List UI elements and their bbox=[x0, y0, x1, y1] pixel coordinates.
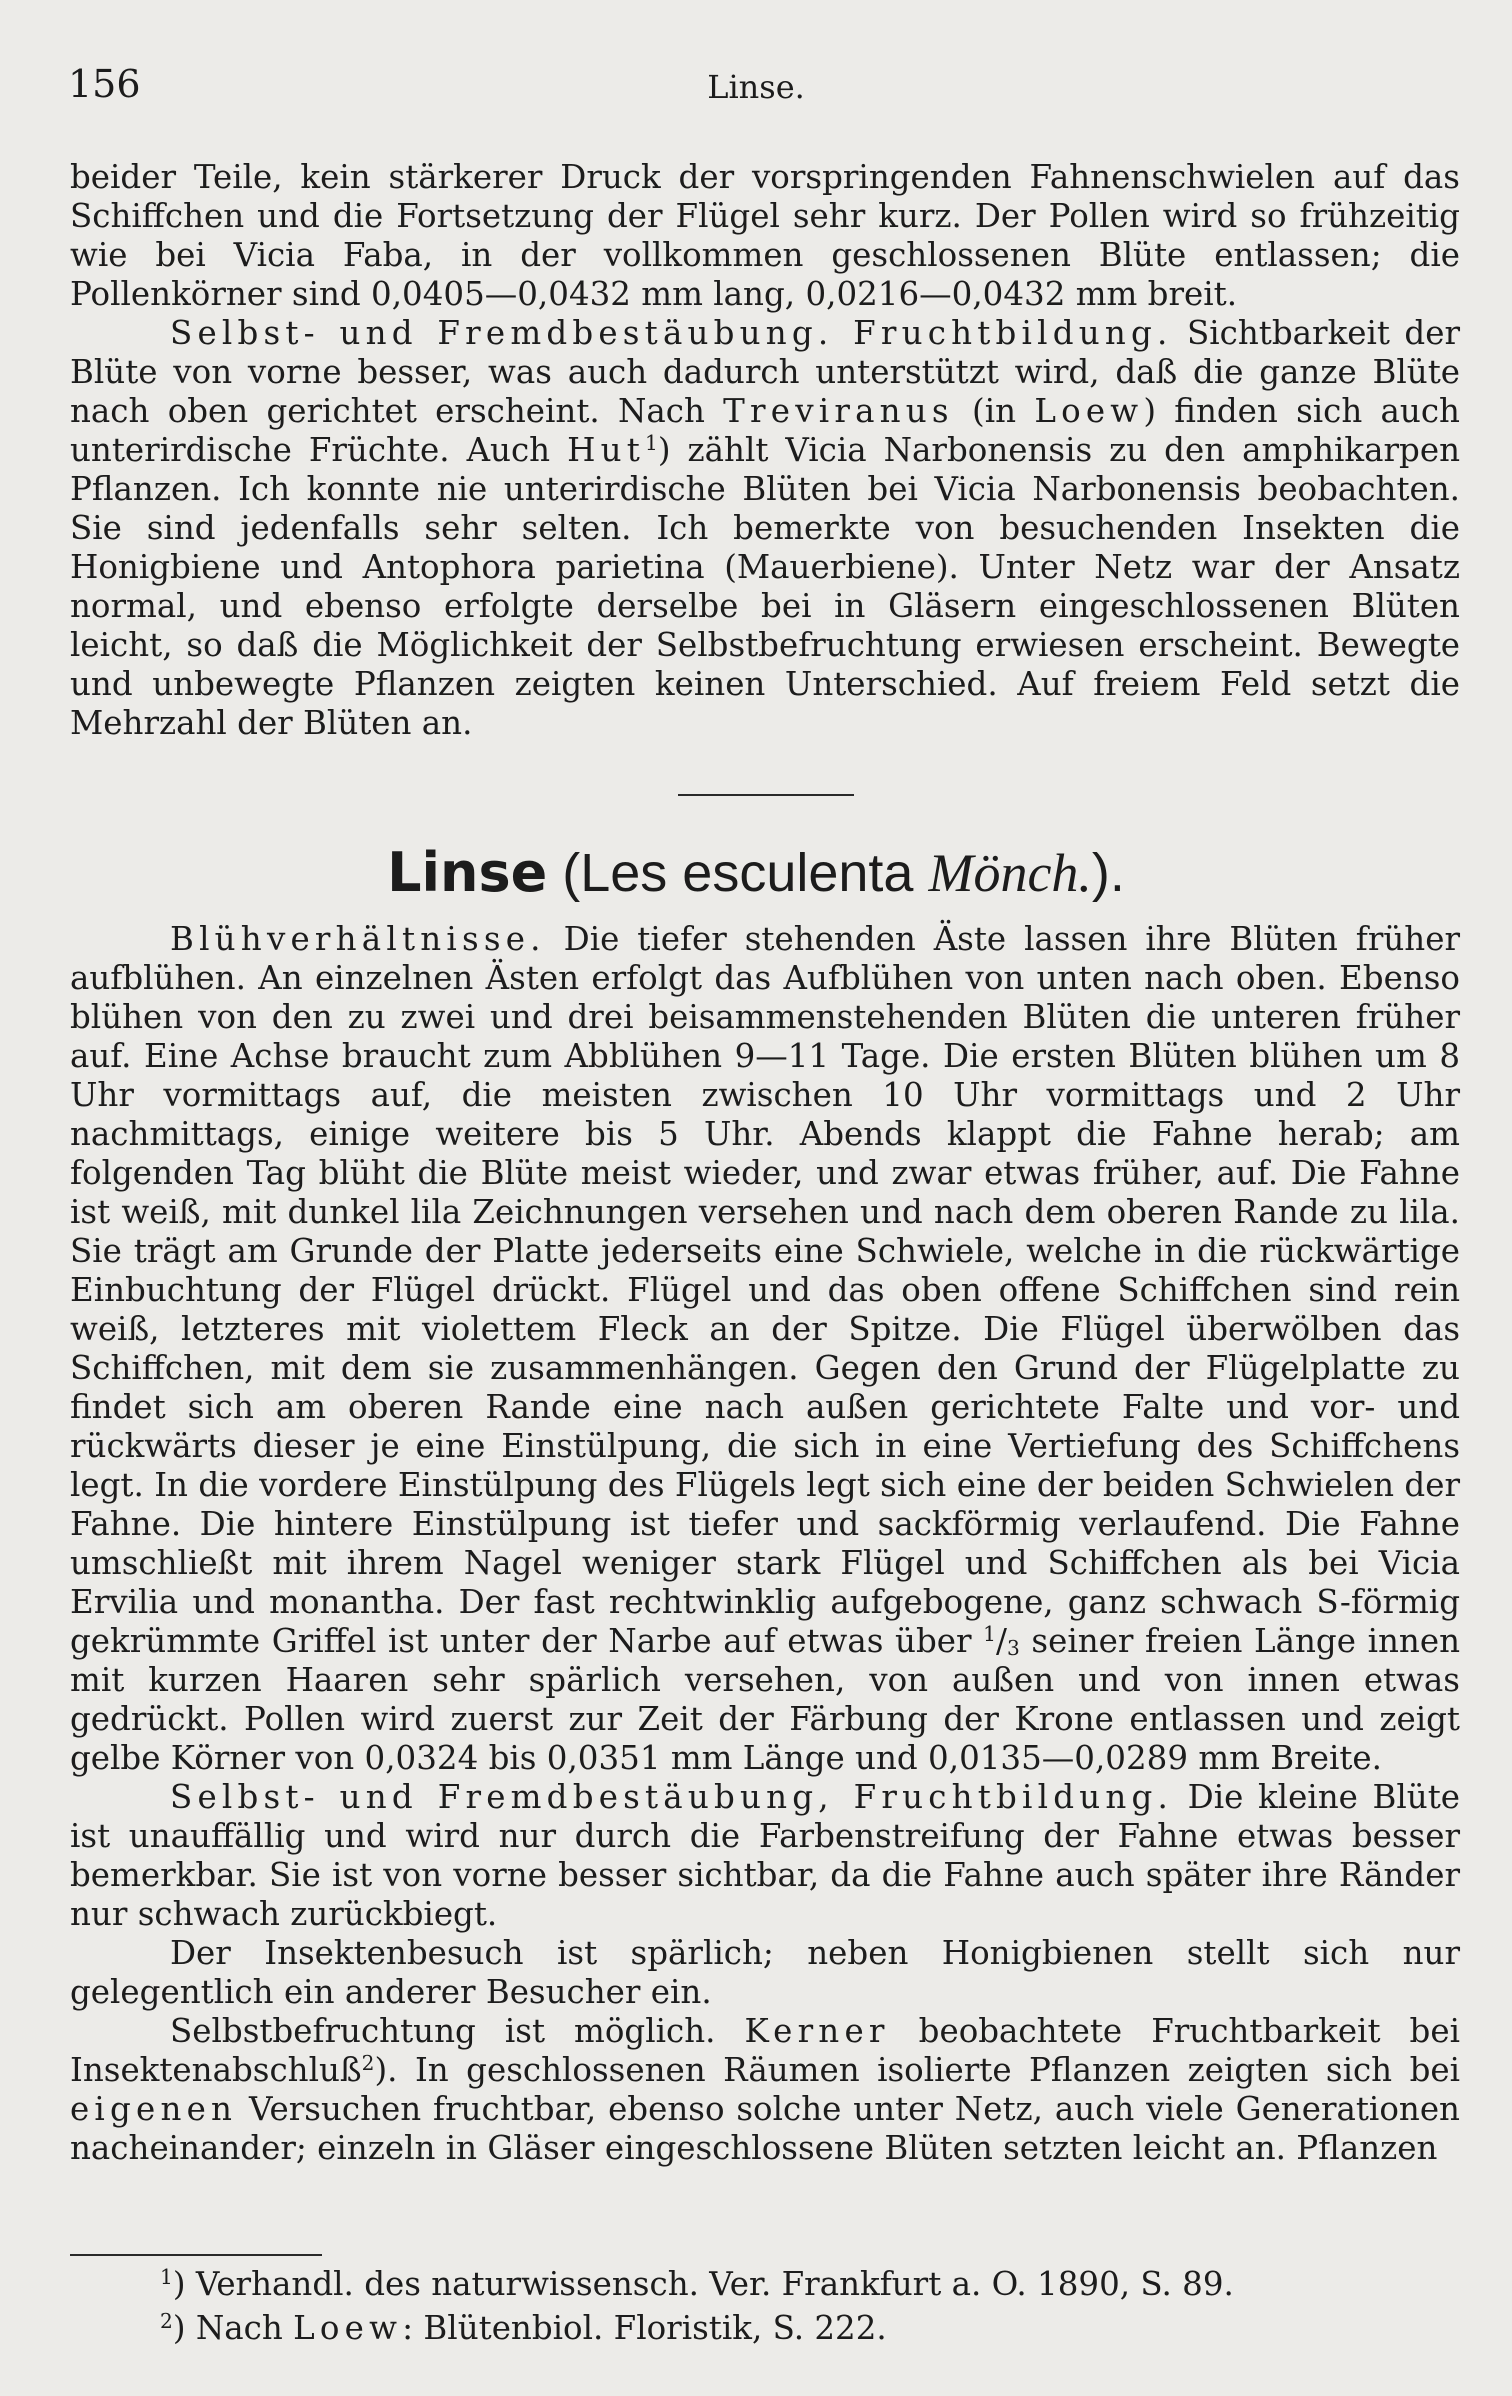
title-space bbox=[913, 843, 928, 903]
title-author: Mönch. bbox=[928, 843, 1092, 903]
author-name: Loew bbox=[293, 2309, 403, 2347]
text-run: seiner freien Länge innen mit kurzen Haaren sehr spärlich versehen, von außen und von innen etwas gedrückt. Pollen wird zuerst zur Zeit der Färbung der Krone entlassen und zeigt gelbe Körner von 0,0324 bis 0,0351 mm Länge und 0,0135—0,0289 mm Breite. bbox=[70, 1622, 1460, 1777]
footnote-mark: 2 bbox=[160, 2308, 173, 2333]
running-title: Linse. bbox=[707, 68, 805, 106]
section-separator bbox=[678, 794, 854, 796]
author-name: Treviranus bbox=[723, 392, 954, 430]
text-run: Sichtbarkeit der Blüte von vorne besser, was auch dadurch unterstützt wird, daß die ganze Blüte nach oben gerichtet erscheint. Nach bbox=[70, 314, 1460, 430]
author-name: Kerner bbox=[744, 2012, 890, 2050]
footnote-text: ) Nach bbox=[172, 2309, 294, 2347]
fraction-denominator: 3 bbox=[1006, 1636, 1020, 1661]
title-main: Linse bbox=[387, 841, 548, 904]
paragraph-self-fertilization bbox=[70, 2012, 1460, 2168]
text-run: ) finden sich auch unterirdische Früchte. Auch bbox=[70, 392, 1460, 469]
footnote-text: ) Verhandl. des naturwissensch. Ver. Frankfurt a. O. 1890, S. 89. bbox=[172, 2265, 1234, 2303]
page-header bbox=[68, 62, 1444, 112]
footnote-rule bbox=[70, 2254, 322, 2256]
text-run: Die tiefer stehenden Äste lassen ihre Blüten früher aufblühen. An einzelnen Ästen erfolgt das Aufblühen von unten nach oben. Ebenso blühen von den zu zwei und drei beisammenstehenden Blüten die unteren früher auf. Eine Achse braucht zum Abblühen 9—11 Tage. Die ersten Blüten blühen um 8 Uhr vormittags auf, die meisten zwischen 10 Uhr vormittags und 2 Uhr nachmittags, einige weitere bis 5 Uhr. Abends klappt die Fahne herab; am folgenden Tag blüht die Blüte meist wieder, und zwar etwas früher, auf. Die Fahne ist weiß, mit dunkel lila Zeichnungen versehen und nach dem oberen Rande zu lila. Sie trägt am Grunde der Platte jederseits eine Schwiele, welche in die rückwärtige Einbuchtung der Flügel drückt. Flügel und das oben offene Schiffchen sind rein weiß, letzteres mit violettem Fleck an der Spitze. Die Flügel überwölben das Schiffchen, mit dem sie zusammenhängen. Gegen den Grund der Flügelplatte zu findet sich am oberen Rande eine nach außen gerichtete Falte und vor- und rückwärts dieser je eine Einstülpung, die sich in eine Vertiefung des Schiffchens legt. In die vordere Einstülpung des Flügels legt sich eine der beiden Schwielen der Fahne. Die hintere Einstülpung ist tiefer und sackförmig verlaufend. Die Fahne umschließt mit ihrem Nagel weniger stark Flügel und Schiffchen als bei Vicia Ervilia und monantha. Der fast rechtwinklig aufgebogene, ganz schwach S-förmig gekrümmte Griffel ist unter der Narbe auf etwas über bbox=[70, 920, 1460, 1660]
footnote-text: : Blütenbiol. Floristik, S. 222. bbox=[402, 2309, 887, 2347]
footnote-2 bbox=[160, 2306, 1234, 2350]
text-run: (in bbox=[953, 392, 1035, 430]
title-punct: ). bbox=[1091, 843, 1125, 903]
paragraph-pollination bbox=[70, 314, 1460, 743]
author-name: Hut bbox=[567, 431, 646, 469]
footnote-ref: 2 bbox=[361, 2050, 375, 2075]
text-run: ). In geschlossenen Räumen isolierte Pflanzen zeigten sich bei bbox=[374, 2051, 1460, 2089]
paragraph-pollination bbox=[70, 1778, 1460, 1934]
text-run: Versuchen fruchtbar, ebenso solche unter Netz, auch viele Generationen nacheinander; einzeln in Gläser eingeschlossene Blüten setzten leicht an. Pflanzen bbox=[70, 2090, 1460, 2167]
text-run: beobachtete Fruchtbarkeit bei Insektenabschluß bbox=[70, 2012, 1460, 2089]
paragraph-insects: Der Insektenbesuch ist spärlich; neben Honigbienen stellt sich nur gelegentlich ein anderer Besucher ein. bbox=[70, 1934, 1460, 2011]
fraction-slash: / bbox=[996, 1622, 1007, 1660]
text-run: Die kleine Blüte ist unauffällig und wird nur durch die Farbenstreifung der Fahne etwas besser bemerkbar. Sie ist von vorne besser sichtbar, da die Fahne auch später ihre Ränder nur schwach zurückbiegt. bbox=[70, 1778, 1460, 1933]
title-punct: ( bbox=[547, 843, 581, 903]
text-run: Selbstbefruchtung ist möglich. bbox=[170, 2012, 745, 2050]
page-number: 156 bbox=[68, 62, 141, 106]
footnote-mark: 1 bbox=[160, 2264, 173, 2289]
footnote-ref: 1 bbox=[645, 430, 658, 455]
paragraph-flowering bbox=[70, 920, 1460, 1778]
paragraph-heading: Selbst- und Fremdbestäubung. Fruchtbildung. bbox=[170, 314, 1173, 352]
title-latin-name: Les esculenta bbox=[580, 843, 914, 903]
section-title bbox=[0, 840, 1512, 906]
text-run: ) zählt Vicia Narbonensis zu den amphikarpen Pflanzen. Ich konnte nie unterirdische Blüten bei Vicia Narbonensis beobachten. Sie sind jedenfalls sehr selten. Ich bemerkte von besuchenden Insekten die Honigbiene und Antophora parietina (Mauerbiene). Unter Netz war der Ansatz normal, und ebenso erfolgte derselbe bei in Gläsern eingeschlossenen Blüten leicht, so daß die Möglichkeit der Selbstbefruchtung erwiesen erscheint. Bewegte und unbewegte Pflanzen zeigten keinen Unterschied. Auf freiem Feld setzt die Mehrzahl der Blüten an. bbox=[70, 431, 1460, 742]
fraction-numerator: 1 bbox=[983, 1621, 996, 1646]
paragraph-heading: Selbst- und Fremdbestäubung, Fruchtbildung. bbox=[170, 1778, 1174, 1816]
section-text-block bbox=[70, 920, 1460, 2168]
emphasis: eigenen bbox=[70, 2090, 238, 2128]
continued-text-block bbox=[70, 158, 1460, 743]
footnotes bbox=[160, 2262, 1234, 2350]
author-name: Loew bbox=[1034, 392, 1144, 430]
paragraph-heading: Blühverhältnisse. bbox=[170, 920, 546, 958]
paragraph-pollen: beider Teile, kein stärkerer Druck der vorspringenden Fahnenschwielen auf das Schiffchen und die Fortsetzung der Flügel sehr kurz. Der Pollen wird so frühzeitig wie bei Vicia Faba, in der vollkommen geschlossenen Blüte entlassen; die Pollenkörner sind 0,0405—0,0432 mm lang, 0,0216—0,0432 mm breit. bbox=[70, 158, 1460, 313]
footnote-1 bbox=[160, 2262, 1234, 2306]
